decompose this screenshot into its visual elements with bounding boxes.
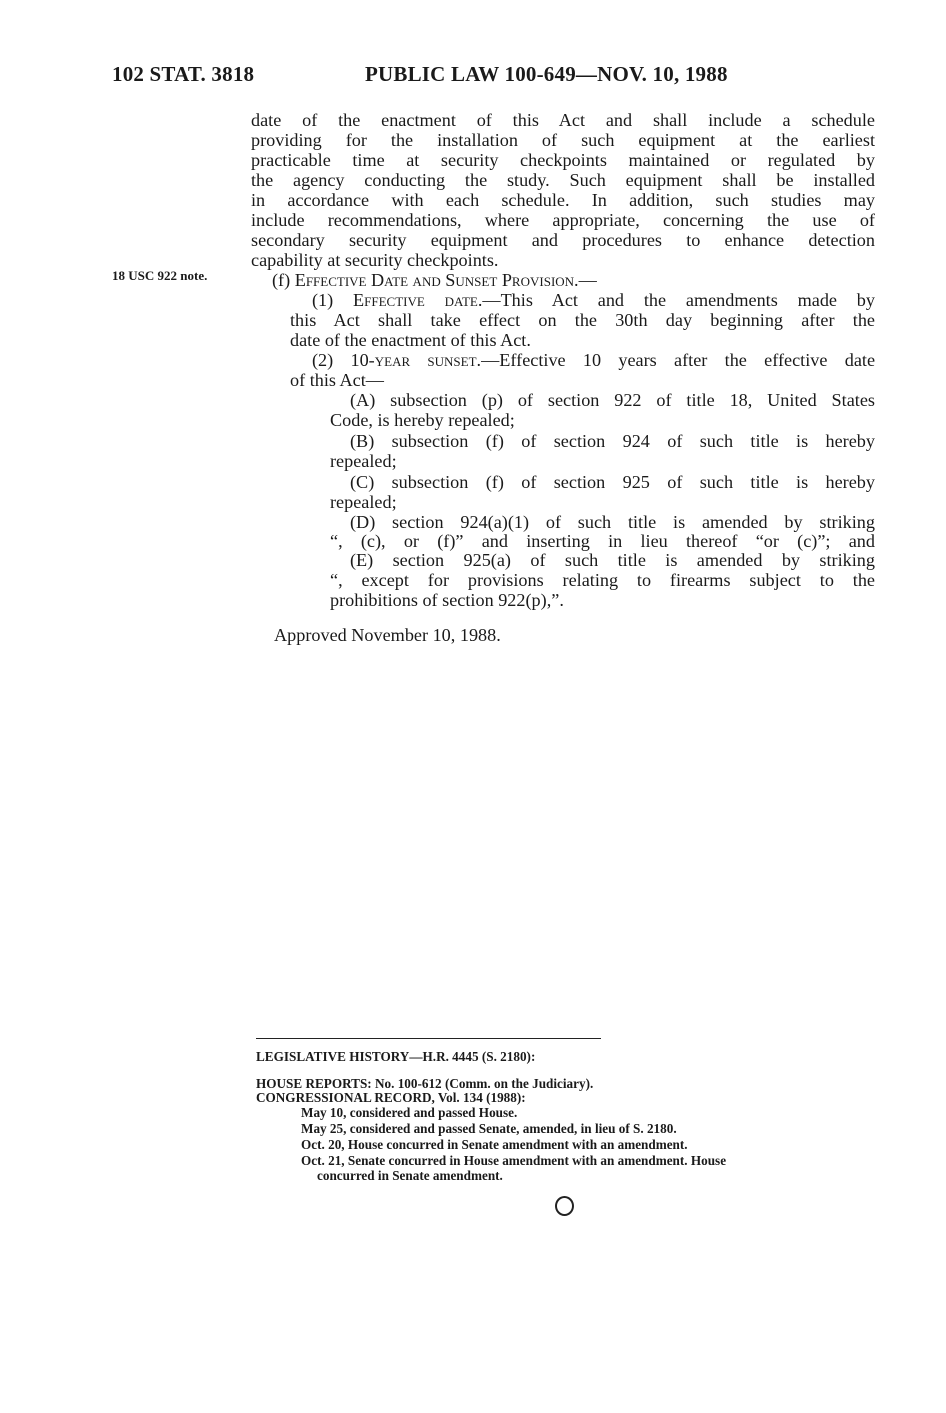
history-event-continuation: concurred in Senate amendment.: [317, 1168, 503, 1183]
history-event: May 10, considered and passed House.: [301, 1105, 518, 1120]
item-e-line: prohibitions of section 922(p),”.: [330, 590, 564, 610]
item-d-line: “, (c), or (f)” and inserting in lieu thereof “or (c)”; and: [330, 531, 875, 551]
item-c-line: (C) subsection (f) of section 925 of such title is hereby: [350, 472, 875, 492]
history-event: Oct. 21, Senate concurred in House amendment with an amendment. House: [301, 1153, 727, 1168]
item-c-line: repealed;: [330, 492, 397, 512]
continuation-line: the agency conducting the study. Such equipment shall be installed: [251, 170, 875, 190]
para2-heading: year sunset.: [374, 350, 482, 370]
subsection-f-heading: [272, 270, 597, 290]
continuation-line: capability at security checkpoints.: [251, 250, 499, 270]
congressional-record: CONGRESSIONAL RECORD, Vol. 134 (1988):: [256, 1090, 526, 1105]
item-a-line: (A) subsection (p) of section 922 of title 18, United States: [350, 390, 875, 410]
item-d-line: (D) section 924(a)(1) of such title is amended by striking: [350, 512, 875, 532]
item-b-line: repealed;: [330, 451, 397, 471]
law-title: PUBLIC LAW 100-649—NOV. 10, 1988: [365, 62, 728, 86]
continuation-line: practicable time at security checkpoints maintained or regulated by: [251, 150, 875, 170]
continuation-line: in accordance with each schedule. In addition, such studies may: [251, 190, 875, 210]
subsection-f-dash: —: [578, 270, 597, 290]
para1-heading: Effective date.: [353, 290, 483, 310]
para2-line: of this Act—: [290, 370, 384, 390]
legislative-history-title: LEGISLATIVE HISTORY—H.R. 4445 (S. 2180):: [256, 1049, 536, 1064]
history-event: May 25, considered and passed Senate, amended, in lieu of S. 2180.: [301, 1121, 677, 1136]
para2-label: (2) 10-: [312, 350, 375, 370]
continuation-line: secondary security equipment and procedures to enhance detection: [251, 230, 875, 250]
para2-line-1: [312, 350, 875, 370]
para1-text: —This Act and the amendments made by: [482, 290, 875, 310]
continuation-line: providing for the installation of such equipment at the earliest: [251, 130, 875, 150]
end-circle-icon: [555, 1196, 574, 1216]
para1-label: (1): [312, 290, 354, 310]
para1-line-1: [312, 290, 875, 310]
item-a-line: Code, is hereby repealed;: [330, 410, 515, 430]
history-event: Oct. 20, House concurred in Senate amendment with an amendment.: [301, 1137, 688, 1152]
footnote-rule: [256, 1038, 601, 1039]
approved-date: Approved November 10, 1988.: [274, 625, 501, 645]
item-e-line: (E) section 925(a) of such title is amended by striking: [350, 550, 875, 570]
continuation-line: date of the enactment of this Act and shall include a schedule: [251, 110, 875, 130]
margin-note: 18 USC 922 note.: [112, 268, 208, 283]
item-b-line: (B) subsection (f) of section 924 of such title is hereby: [350, 431, 875, 451]
item-e-line: “, except for provisions relating to firearms subject to the: [330, 570, 875, 590]
subsection-f-label: (f): [272, 270, 295, 290]
stat-page-number: 102 STAT. 3818: [112, 62, 255, 86]
house-reports: HOUSE REPORTS: No. 100-612 (Comm. on the Judiciary).: [256, 1076, 594, 1091]
continuation-line: include recommendations, where appropriate, concerning the use of: [251, 210, 875, 230]
para1-line: date of the enactment of this Act.: [290, 330, 531, 350]
para2-text: —Effective 10 years after the effective date: [481, 350, 876, 370]
para1-line: this Act shall take effect on the 30th day beginning after the: [290, 310, 875, 330]
subsection-f-title: Effective Date and Sunset Provision.: [294, 270, 579, 290]
